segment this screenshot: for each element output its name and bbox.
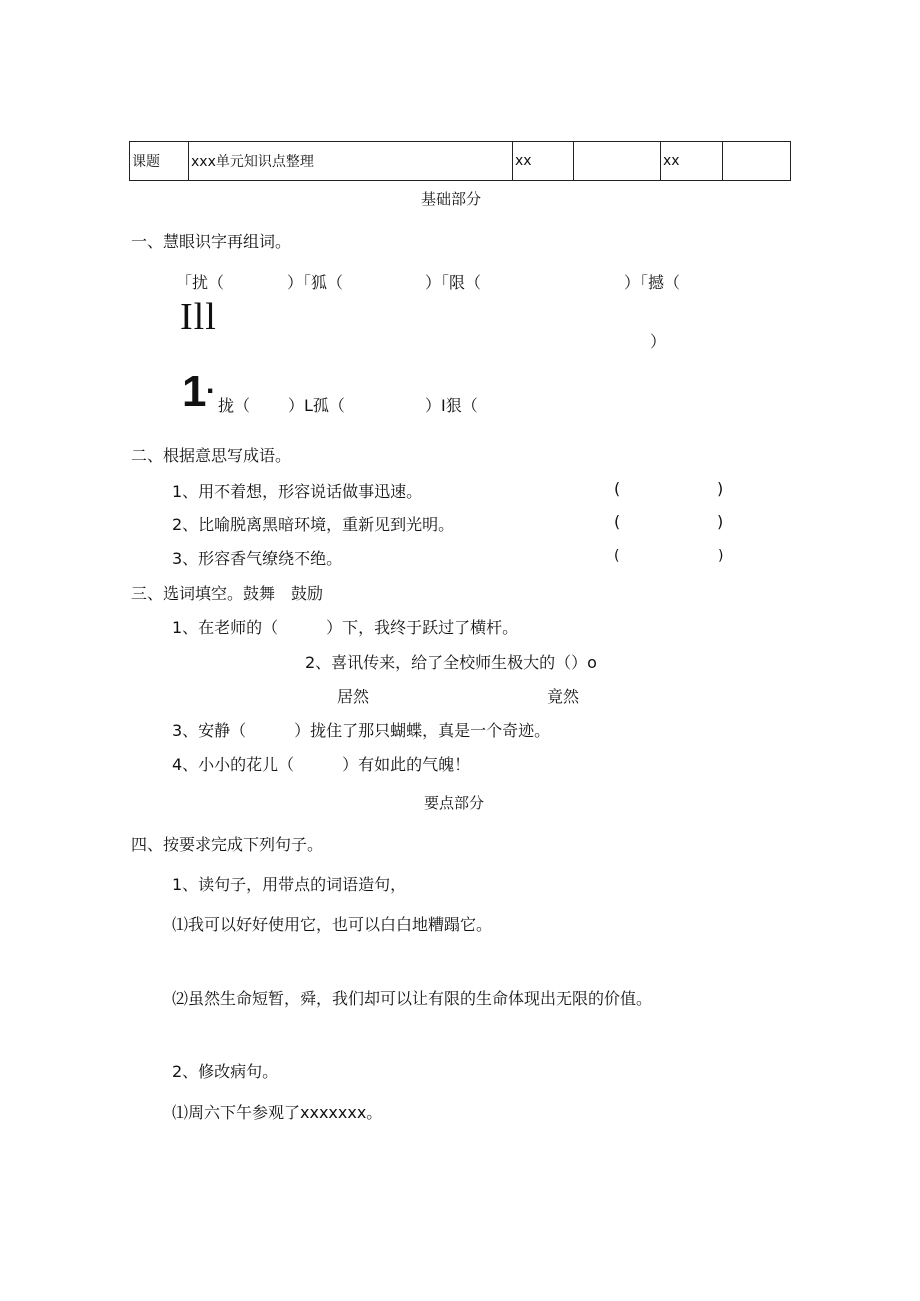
- q3-item-4: 4、小小的花儿（ ）有如此的气魄！: [172, 755, 471, 774]
- q3-word-a: 居然: [337, 687, 370, 706]
- section-title-key: 要点部分: [424, 794, 485, 812]
- q1-row2-a: 拢（: [218, 396, 251, 415]
- q2-item-3-paren-close: ): [718, 548, 724, 564]
- q3-title: 三、选词填空。鼓舞 鼓励: [131, 584, 324, 603]
- q1-row1-c: ）「限（: [425, 273, 482, 292]
- q3-item-3: 3、安静（ ）拢住了那只蝴蝶，真是一个奇迹。: [172, 721, 551, 740]
- q2-item-3-paren-open: (: [614, 548, 620, 564]
- q2-item-1: 1、用不着想，形容说话做事迅速。: [172, 482, 423, 501]
- q2-item-1-paren-close: ): [717, 479, 724, 498]
- q3-item-1: 1、在老师的（ ）下，我终于跃过了横杆。: [172, 618, 519, 637]
- q2-item-1-paren-open: (: [614, 479, 621, 498]
- header-cell-xx-2: xx: [661, 142, 723, 181]
- q1-row2-dot: .: [206, 367, 215, 400]
- q1-row2-b: ）L孤（: [288, 396, 345, 415]
- q2-item-2: 2、比喻脱离黑暗环境，重新见到光明。: [172, 515, 455, 534]
- q4-sub-1: 1、读句子，用带点的词语造句，: [172, 875, 407, 894]
- q4-sentence-2: ⑵虽然生命短暂，舜，我们却可以让有限的生命体现出无限的价值。: [172, 989, 653, 1008]
- q1-row1-b: ）「狐（: [287, 273, 344, 292]
- header-table: [129, 141, 791, 181]
- q4-sub-2: 2、修改病句。: [172, 1062, 279, 1081]
- q3-word-b: 竟然: [547, 687, 580, 706]
- header-row: [130, 142, 791, 181]
- q2-title: 二、根据意思写成语。: [131, 446, 292, 465]
- header-cell-label: 课题: [130, 142, 189, 181]
- q2-item-2-paren-open: (: [614, 512, 621, 531]
- q1-close-paren: ）: [650, 332, 667, 351]
- q2-item-3: 3、形容香气缭绕不绝。: [172, 549, 343, 568]
- q3-item-2: 2、喜讯传来，给了全校师生极大的（）o: [305, 653, 597, 672]
- q1-bracket-glyph: Ill: [180, 296, 217, 338]
- q1-row2-c: ）I狠（: [425, 396, 478, 415]
- q1-row1-d: ）「撼（: [624, 273, 681, 292]
- header-cell-xx-1: xx: [513, 142, 574, 181]
- q1-row2-number: 1: [182, 367, 207, 416]
- q2-item-2-paren-close: ): [717, 512, 724, 531]
- q4-sentence-1: ⑴我可以好好使用它，也可以白白地糟蹋它。: [172, 915, 493, 934]
- q1-row1-a: 「扰（: [176, 273, 225, 292]
- header-cell-empty-1: [574, 142, 661, 181]
- q1-title: 一、慧眼识字再组词。: [131, 232, 292, 251]
- q4-sentence-3: ⑴周六下午参观了xxxxxxx。: [172, 1103, 383, 1122]
- q4-title: 四、按要求完成下列句子。: [131, 835, 324, 854]
- section-title-basic: 基础部分: [421, 190, 482, 208]
- header-cell-empty-2: [723, 142, 791, 181]
- header-cell-topic: xxx单元知识点整理: [189, 142, 513, 181]
